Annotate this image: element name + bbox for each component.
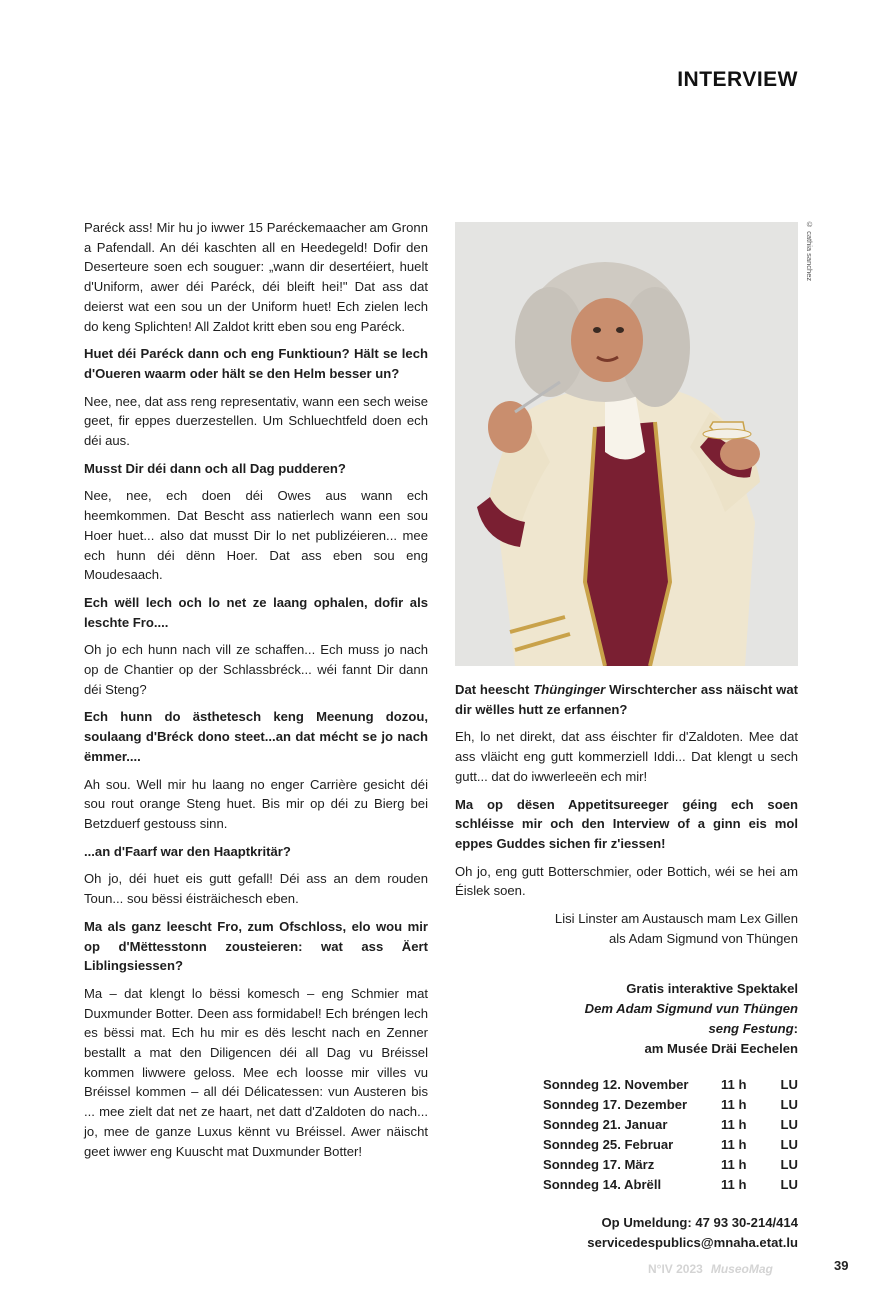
- question-paragraph: Huet déi Paréck dann och eng Funktioun? Hält se lech d'Oueren waarm oder hält se den Helm besser un?: [84, 346, 428, 381]
- question-paragraph: ...an d'Faarf war den Haaptkritär?: [84, 843, 291, 859]
- contact-info: [455, 1213, 798, 1253]
- section-title: INTERVIEW: [677, 68, 798, 91]
- question-paragraph: Ma als ganz leescht Fro, zum Ofschloss, elo wou mir op d'Mëttesstonn zousteieren: wat ass Äert Liblingsiessen?: [84, 918, 428, 974]
- schedule-row: Sonndeg 14. Abrëll 11 h LU: [543, 1177, 798, 1193]
- event-info: Gratis interaktive Spektakel Dem Adam Sigmund vun Thüngen seng Festung: am Musée Dräi Eechelen: [584, 981, 798, 1057]
- question-paragraph: Musst Dir déi dann och all Dag pudderen?: [84, 460, 346, 476]
- interview-right-column: [455, 222, 798, 1253]
- schedule-row: Sonndeg 21. Januar 11 h LU: [543, 1117, 798, 1133]
- photo-credit: © cathia sanchez: [805, 220, 814, 282]
- answer-paragraph: Eh, lo net direkt, dat ass éischter fir d'Zaldoten. Mee dat ass vläicht eng gutt kommerziell Iddi... Dat klengt u sech gutt... dat do iwwerleeën ech mir!: [455, 729, 798, 784]
- signature: Lisi Linster am Austausch mam Lex Gillen als Adam Sigmund von Thüngen: [554, 911, 798, 947]
- answer-paragraph: Ma – dat klengt lo bëssi komesch – eng Schmier mat Duxmunder Botter. Deen ass formidabel! Ech bréngen lech es bëssi mat. Ech hu mir es dës lescht nach en Zenner bestallt a mat den Diligencen déi all Dag vu Bréissel kommen liwwere geloss. Mee ech loosse mir villes vu Bréissel kommen – all déi Délicatessen: vun Austeren bis ... mee zielt dat net ze haart, net datt d'Zaldoten do nach... jo, mee de ganze Luxus kënnt vu Bréissel. Awer näischt geet iwwer eng Kuuscht mat Duxmunder Botter!: [84, 985, 428, 1159]
- question-paragraph: Ma op dësen Appetitsureeger géing ech soen schléisse mir och den Interview of a ginn eis mol eppes Guddes sichen fir z'iessen!: [455, 796, 798, 851]
- interview-left-column: [84, 218, 428, 1169]
- schedule-row: Sonndeg 12. November 11 h LU: [543, 1077, 798, 1093]
- question-paragraph: Ech wëll lech och lo net ze laang ophalen, dofir als leschte Fro....: [84, 594, 428, 630]
- answer-paragraph: Oh jo, déi huet eis gutt gefall! Déi ass an dem rouden Toun... sou bëssi éisträichesch eben.: [84, 871, 428, 907]
- costumed-actor-illustration: [455, 222, 798, 666]
- contact-email[interactable]: servicedespublics@mnaha.etat.lu: [587, 1235, 798, 1251]
- schedule-row: Sonndeg 17. Dezember 11 h LU: [543, 1097, 798, 1113]
- question-paragraph: Ech hunn do ästhetesch keng Meenung dozou, soulaang d'Bréck dono steet...an dat mécht se jo nach ëmmer....: [84, 709, 428, 764]
- costume-photo: [455, 222, 798, 666]
- answer-paragraph: Nee, nee, ech doen déi Owes aus wann ech heemkommen. Dat Bescht ass natierlech wann een sou Hoer huet... also dat musst Dir lo net publizéieren... mee ech hunn déi dënn Hoer. Dat ass eben sou eng Moudesaach.: [84, 488, 428, 583]
- answer-paragraph: Oh jo, eng gutt Botterschmier, oder Bottich, wéi se hei am Éislek soen.: [455, 863, 798, 899]
- page-number: 39: [834, 1258, 849, 1273]
- schedule-row: Sonndeg 25. Februar 11 h LU: [543, 1137, 798, 1153]
- answer-paragraph: Ah sou. Well mir hu laang no enger Carrière gesicht déi sou rout orange Steng huet. Bis mir op déi zu Bierg bei Betzduerf gestouss sinn.: [84, 776, 428, 831]
- schedule-table: [543, 1075, 798, 1195]
- answer-paragraph: Oh jo ech hunn nach vill ze schaffen... Ech muss jo nach op de Chantier op der Schlassbréck... wéi fannt Dir dann déi Steng?: [84, 642, 428, 697]
- schedule-row: Sonndeg 17. März 11 h LU: [543, 1157, 798, 1173]
- question-paragraph: Dat heescht Thünginger Wirschtercher ass näischt wat dir wëlles hutt ze erfannen?: [455, 682, 798, 717]
- contact-phone: Op Umeldung: 47 93 30-214/414: [601, 1215, 798, 1231]
- answer-paragraph: Nee, nee, dat ass reng representativ, wann een sech weise geet, fir eppes duerzestellen. Um Schluechtfeld doen ech déi aus.: [84, 393, 428, 449]
- footer-magazine: N°IV 2023 MuseoMag: [648, 1262, 773, 1276]
- answer-paragraph: Paréck ass! Mir hu jo iwwer 15 Paréckemaacher am Gronn a Pafendall. An déi kaschten all en Heedegeld! Dofir den Deserteure soen ech souguer: „wann dir desertéiert, huelt d'Uniform, awer déi Paréck, déi bleift hei!" Dat ass dat deierst wat een sou un der Uniform huet! Ech zielen lech do keng Splichten! All Zaldot kritt eben sou eng Paréck.: [84, 220, 428, 334]
